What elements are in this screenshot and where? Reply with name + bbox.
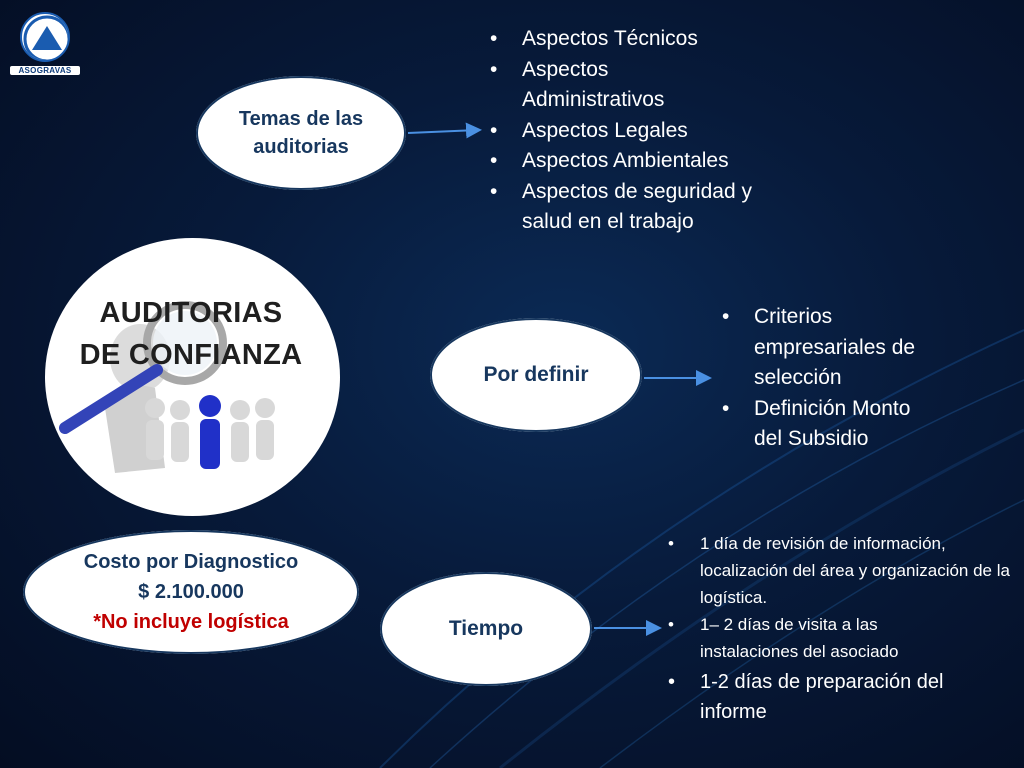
tiempo-list [668, 530, 1013, 727]
logo-text: ASOGRAVAS [10, 66, 80, 75]
definir-list [722, 302, 962, 455]
por-definir-node [430, 318, 642, 432]
tiempo-item: • 1– 2 días de visita a las instalaciones del asociado [668, 611, 970, 665]
por-definir-label: Por definir [483, 363, 589, 387]
costo-note: *No incluye logística [93, 611, 289, 633]
temas-item: • Aspectos Técnicos [490, 24, 780, 55]
auditorias-title: AUDITORIAS DE CONFIANZA [79, 297, 303, 372]
tiempo-item: • 1-2 días de preparación del informe [668, 665, 1013, 727]
auditor-people-icon [45, 238, 340, 516]
temas-label: Temas de las auditorias [238, 108, 364, 158]
costo-value: $ 2.100.000 [138, 581, 244, 603]
arrow-temas [408, 130, 478, 133]
definir-item: • Definición Monto del Subsidio [722, 394, 944, 455]
costo-node [23, 530, 359, 654]
tiempo-item: • 1 día de revisión de información, localización del área y organización de la logística. [668, 530, 1013, 611]
definir-item: • Criterios empresariales de selección [722, 302, 962, 394]
tiempo-label: Tiempo [448, 617, 524, 641]
costo-title: Costo por Diagnostico [83, 551, 299, 573]
temas-item: • Aspectos Ambientales [490, 146, 780, 177]
temas-list [490, 24, 780, 238]
tiempo-node [380, 572, 592, 686]
temas-item: • Aspectos Administrativos [490, 55, 692, 116]
auditorias-circle [45, 238, 340, 516]
temas-node [196, 76, 406, 190]
temas-item: • Aspectos de seguridad y salud en el trabajo [490, 177, 772, 238]
temas-item: • Aspectos Legales [490, 116, 780, 147]
